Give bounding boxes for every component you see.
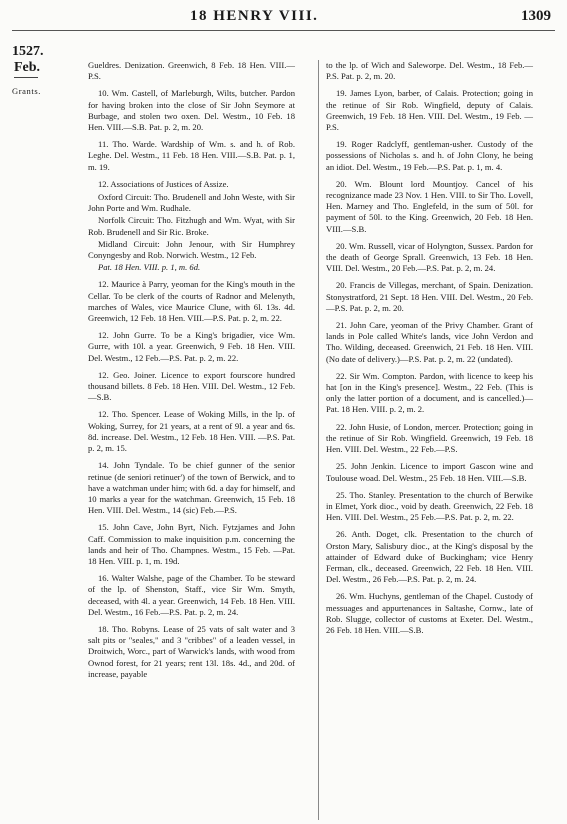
calendar-entry: 26. Anth. Doget, clk. Presentation to the church of Orston Mary, Salisbury dioc., at the King's disposal by the attainder of Edward duke of Buckingham; vice Henry Ferman, clk., deceased. Greenwich, 22 Feb. 18 Hen. VIII. Del. Westm., 26 Feb.—P.S. Pat. p. 2, m. 24. xyxy=(326,529,533,585)
calendar-entry: 26. Wm. Huchyns, gentleman of the Chapel. Custody of messuages and appurtenances in Saltashe, Cornw., late of Rob. Slugge, collector of customs at Exeter. Del. Westm., 26 Feb. 18 Hen. VIII.—S.B. xyxy=(326,591,533,635)
page-number: 1309 xyxy=(521,8,551,24)
left-column xyxy=(88,60,295,686)
header-rule xyxy=(12,30,555,31)
running-head: 18 HENRY VIII. xyxy=(190,8,319,24)
calendar-entry: 20. Wm. Russell, vicar of Holyngton, Sussex. Pardon for the death of George Sprall. Greenwich, 13 Feb. 18 Hen. VIII. Del. Westm., 20 Feb.—P.S. Pat. p. 2, m. 24. xyxy=(326,240,533,274)
calendar-entry: 25. Tho. Stanley. Presentation to the church of Berwike in Elmet, York dioc., void by death. Greenwich, 22 Feb. 18 Hen. VIII. Del. Westm., 25 Feb.—P.S. Pat. p. 2, m. 22. xyxy=(326,489,533,523)
calendar-entry: 19. Roger Radclyff, gentleman-usher. Custody of the possessions of Nicholas s. and h. of John Clony, he being an idiot. Del. Westm., 19 Feb.—P.S. Pat. p. 1, m. 4. xyxy=(326,139,533,172)
margin-year: 1527. xyxy=(12,44,44,59)
calendar-entry: Gueldres. Denization. Greenwich, 8 Feb. 18 Hen. VIII.—P.S. xyxy=(88,60,295,82)
calendar-entry: 14. John Tyndale. To be chief gunner of the senior retinue (de seniori retinuer') of the town of Berwick, and to have a watchman under him; with 6d. a day for himself, and 10 marks a year for the watchman. Greenwich, 15 Feb. 18 Hen. VIII. Del. Westm., 14 (sic) Feb.—P.S. xyxy=(88,460,295,516)
calendar-entry: Oxford Circuit: Tho. Brudenell and John Weste, with Sir John Porte and Wm. Rudhale. xyxy=(88,192,295,214)
calendar-entry: 22. Sir Wm. Compton. Pardon, with licence to keep his hat [on in the King's presence]. Westm., 22 Feb. (This is only the latter portion of a document, and is cancelled.)—Pat. 18 Hen. VIII. p. 2, m. 2. xyxy=(326,370,533,415)
calendar-entry: 25. John Jenkin. Licence to import Gascon wine and Toulouse woad. Del. Westm., 25 Feb. 18 Hen. VIII.—S.B. xyxy=(326,461,533,483)
calendar-entry: 21. John Care, yeoman of the Privy Chamber. Grant of lands in Pole called White's lands, vice John Verdon and Tho. Wilding, deceased. Greenwich, 21 Feb. 18 Hen. VIII. (No date of delivery.)—P.S. Pat. p. 2, m. 22 (undated). xyxy=(326,320,533,364)
calendar-entry: 11. Tho. Warde. Wardship of Wm. s. and h. of Rob. Leghe. Del. Westm., 11 Feb. 18 Hen. VIII.—S.B. Pat. p. 1, m. 19. xyxy=(88,139,295,172)
margin-section: Grants. xyxy=(12,86,41,96)
month-rule xyxy=(14,77,38,78)
calendar-entry: Norfolk Circuit: Tho. Fitzhugh and Wm. Wyat, with Sir Rob. Brudenell and Sir Ric. Broke. xyxy=(88,215,295,237)
calendar-entry: 19. James Lyon, barber, of Calais. Protection; going in the retinue of Sir Rob. Wingfield, deputy of Calais. Greenwich, 19 Feb. 18 Hen. VIII. Del. Westm., 19 Feb. —P.S. xyxy=(326,88,533,133)
margin-month: Feb. xyxy=(14,60,41,75)
calendar-entry: to the lp. of Wich and Saleworpe. Del. Westm., 18 Feb.—P.S. Pat. p. 2, m. 20. xyxy=(326,60,533,82)
page-header xyxy=(0,8,567,26)
right-column xyxy=(326,60,533,642)
calendar-entry: 12. John Gurre. To be a King's brigadier, vice Wm. Gurre, with 10l. a year. Greenwich, 9 Feb. 18 Hen. VIII. Del. Westm., 12 Feb.—P.S. Pat. p. 2, m. 22. xyxy=(88,330,295,363)
calendar-entry: 12. Maurice à Parry, yeoman for the King's mouth in the Cellar. To be clerk of the courts of Radnor and Melenyth, marches of Wales, vice Maurice Clune, with 6l. 13s. 4d. Greenwich, 12 Feb. 18 Hen. VIII.—P.S. Pat. p. 2, m. 22. xyxy=(88,279,295,324)
column-divider xyxy=(318,60,319,820)
calendar-entry: 10. Wm. Castell, of Marleburgh, Wilts, butcher. Pardon for having broken into the close of Sir John Seymore at Burbage, and stolen two oxen. Del. Westm., 10 Feb. 18 Hen. VIII.—S.B. Pat. p. 2, m. 20. xyxy=(88,88,295,133)
calendar-entry: 16. Walter Walshe, page of the Chamber. To be steward of the lp. of Shenston, Staff., vice Sir Wm. Smyth, deceased, with 4l. a year. Greenwich, 14 Feb. 18 Hen. VIII. Del. Westm., 16 Feb.—P.S. Pat. p. 2, m. 24. xyxy=(88,573,295,617)
calendar-entry: 20. Wm. Blount lord Mountjoy. Cancel of his recognizance made 23 Nov. 1 Hen. VIII. to Sir Tho. Lovell, Hen. Marney and Tho. Englefeld, in the sum of 50l. for payment of 50l. to the King. Greenwich, 20 Feb. 18 Hen. VIII.—S.B. xyxy=(326,178,533,234)
calendar-entry: 22. John Husie, of London, mercer. Protection; going in the retinue of Sir Rob. Wingfield. Greenwich, 19 Feb. 18 Hen. VIII. Del. Westm., 22 Feb.—P.S. xyxy=(326,421,533,455)
calendar-entry: 18. Tho. Robyns. Lease of 25 vats of salt water and 3 salt pits or "seales," and 3 "cribbes" of a leaden vessel, in Droitwich, Worc., part of Warwick's lands, with wood from Ownod forest, for 21 years; rent 13l. 18s. 4d., and 20d. of increase, payable xyxy=(88,623,295,679)
calendar-entry: 12. Tho. Spencer. Lease of Woking Mills, in the lp. of Woking, Surrey, for 21 years, at a rent of 9l. a year and 6s. 8d. increase. Del. Westm., 12 Feb. 18 Hen. VIII. —P.S. Pat. p. 2, m. 15. xyxy=(88,409,295,454)
calendar-entry: Pat. 18 Hen. VIII. p. 1, m. 6d. xyxy=(98,262,201,273)
calendar-entry: 12. Associations of Justices of Assize. xyxy=(98,178,229,189)
calendar-entry: 15. John Cave, John Byrt, Nich. Fytzjames and John Caff. Commission to make inquisition p.m. concerning the lands and heir of Tho. Champnes. Westm., 15 Feb. —Pat. 18 Hen. VIII. p. 1, m. 19d. xyxy=(88,522,295,566)
calendar-entry: 12. Geo. Joiner. Licence to export fourscore hundred thousand billets. 8 Feb. 18 Hen. VIII. Del. Westm., 12 Feb.—S.B. xyxy=(88,369,295,403)
calendar-entry: Midland Circuit: John Jenour, with Sir Humphrey Conyngesby and Rob. Norwich. Westm., 12 Feb. xyxy=(88,238,295,261)
calendar-entry: 20. Francis de Villegas, merchant, of Spain. Denization. Stonystratford, 21 Sept. 18 Hen. VIII. Del. Westm., 20 Feb.—P.S. Pat. p. 2, m. 20. xyxy=(326,280,533,313)
